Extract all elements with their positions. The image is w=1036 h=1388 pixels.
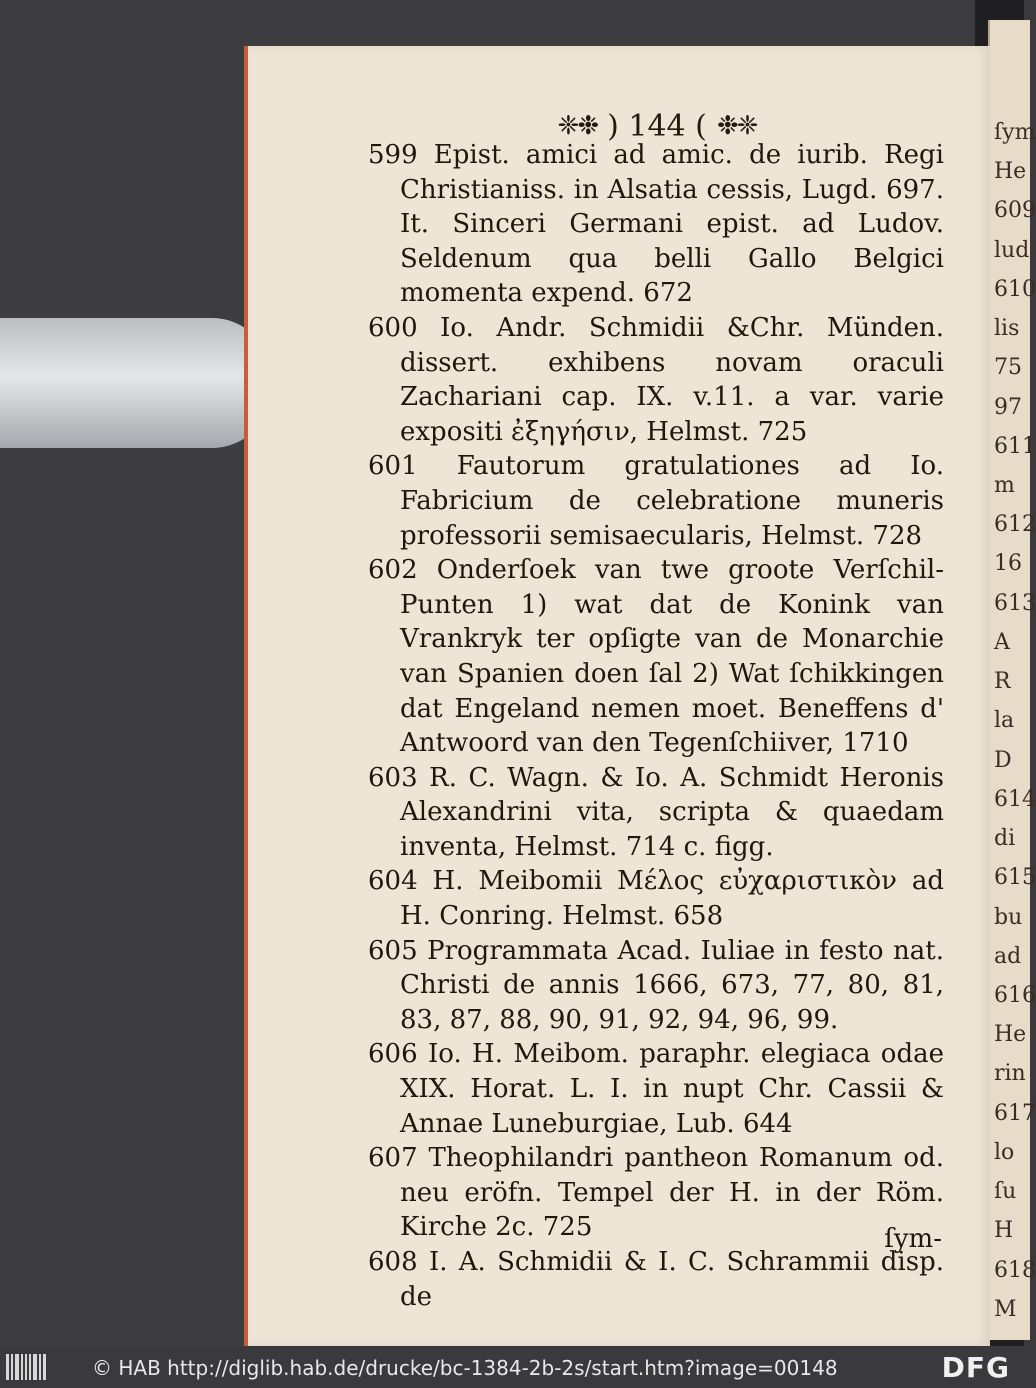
facing-page-fragment: D	[994, 747, 1012, 773]
entry-number: 607	[368, 1143, 418, 1174]
entry-number: 601	[368, 451, 418, 482]
facing-page-fragment: lud	[994, 237, 1030, 263]
entry-text: Theophilandri pantheon Romanum od. neu eröfn. Tempel der H. in der Röm. Kirche 2c. 725	[400, 1143, 944, 1243]
entry-text: R. C. Wagn. & Io. A. Schmidt Heronis Alexandrini vita, scripta & quaedam inventa, Helmst. 714 c. figg.	[400, 762, 945, 862]
facing-page-fragment: He	[994, 159, 1027, 185]
catalog-entry	[368, 311, 944, 449]
entry-number: 599	[368, 140, 418, 170]
viewer-footer	[0, 1346, 1024, 1388]
facing-page-fragment: 612	[994, 512, 1036, 538]
catalog-entry	[368, 1245, 944, 1314]
catalog-entry	[368, 553, 944, 761]
facing-page-fragment: 614	[994, 786, 1036, 812]
facing-page-fragment: ſym	[994, 120, 1036, 145]
facing-page-fragment: ad	[994, 943, 1022, 969]
facing-page-fragment: 617	[994, 1100, 1036, 1126]
facing-page-fragment: M	[994, 1296, 1017, 1322]
entry-text: Programmata Acad. Iuliae in festo nat. Christi de annis 1666, 673, 77, 80, 81, 83, 87, 88, 90, 91, 92, 94, 96, 99.	[400, 935, 944, 1035]
catalog-entry	[368, 1141, 944, 1245]
dfg-logo: DFG	[941, 1351, 1010, 1384]
ornament-right: ❉❈	[716, 111, 757, 141]
facing-page-fragment: bu	[994, 904, 1023, 930]
catalog-entry	[368, 761, 944, 865]
entry-number: 603	[368, 762, 418, 793]
entry-number: 605	[368, 935, 418, 966]
catchword: ſym-	[884, 1224, 942, 1254]
catalog-entry	[368, 449, 944, 553]
entry-number: 604	[368, 866, 418, 897]
copyright-link[interactable]: © HAB http://diglib.hab.de/drucke/bc-1384-2b-2s/start.htm?image=00148	[92, 1356, 838, 1380]
facing-page-edge	[988, 20, 1036, 1340]
book-clamp	[0, 318, 272, 448]
catalog-entry	[368, 138, 944, 311]
facing-page-fragment: 613	[994, 590, 1036, 616]
facing-page-fragment: 618	[994, 1257, 1036, 1283]
facing-page-fragment: di	[994, 826, 1016, 852]
entry-number: 608	[368, 1247, 418, 1277]
catalog-entry	[368, 934, 944, 1038]
barcode-icon	[6, 1354, 46, 1380]
entry-text: I. A. Schmidii & I. C. Schrammii disp. de	[400, 1247, 944, 1312]
entry-number: 600	[368, 312, 418, 343]
facing-page-fragment: m	[994, 473, 1015, 499]
catalog-entries	[368, 138, 944, 1314]
facing-page-fragment: R	[994, 669, 1011, 695]
facing-page-fragment: He	[994, 1022, 1027, 1048]
ornament-left: ❈❉	[557, 111, 598, 141]
entry-text: Fautorum gratulationes ad Io. Fabricium de celebratione muneris professorii semisaecularis, Helmst. 728	[400, 451, 944, 551]
facing-page-fragment: ſu	[994, 1179, 1017, 1205]
catalog-entry	[368, 1037, 944, 1141]
page-number: ) 144 (	[607, 108, 707, 144]
entry-number: 606	[368, 1039, 418, 1070]
facing-page-fragment: A	[994, 629, 1010, 655]
facing-page-fragment: 609	[994, 198, 1036, 224]
facing-page-fragment: 611	[994, 433, 1036, 459]
facing-page-fragment: lo	[994, 1139, 1015, 1165]
facing-page-fragment: rin	[994, 1061, 1026, 1087]
entry-text: Io. Andr. Schmidii &Chr. Münden. dissert. exhibens novam oraculi Zachariani cap. IX. v.11. a var. varie expositi ἐξηγήσιν, Helmst. 725	[400, 312, 944, 447]
entry-text: Io. H. Meibom. paraphr. elegiaca odae XIX. Horat. L. I. in nupt Chr. Cassii & Annae Luneburgiae, Lub. 644	[400, 1039, 944, 1139]
facing-page-fragment: lis	[994, 316, 1020, 342]
facing-page-fragment: H	[994, 1218, 1014, 1244]
facing-page-fragment: la	[994, 708, 1015, 734]
facing-page-fragment: 610	[994, 276, 1036, 302]
catalog-entry	[368, 864, 944, 933]
entry-text: Epist. amici ad amic. de iurib. Regi Christianiss. in Alsatia cessis, Lugd. 697. It. Sinceri Germani epist. ad Ludov. Seldenum qua belli Gallo Belgici momenta expend. 672	[400, 140, 945, 309]
entry-text: Onderſoek van twe groote Verſchil-Punten 1) wat dat de Konink van Vrankryk ter opſigte van de Monarchie van Spanien doen ſal 2) Wat ſchikkingen dat Engeland nemen moet. Beneffens d' Antwoord van den Tegenſchiiver, 1710	[400, 555, 944, 759]
facing-page-fragment: 97	[994, 394, 1022, 420]
facing-page-fragment: 16	[994, 551, 1022, 577]
entry-text: H. Meibomii Μέλος εὐχαριστικὸν ad H. Conring. Helmst. 658	[400, 866, 945, 932]
facing-page-fragment: 616	[994, 982, 1036, 1008]
facing-page-fragment: 75	[994, 355, 1022, 381]
facing-page-fragment: 615	[994, 865, 1036, 891]
entry-number: 602	[368, 555, 418, 586]
